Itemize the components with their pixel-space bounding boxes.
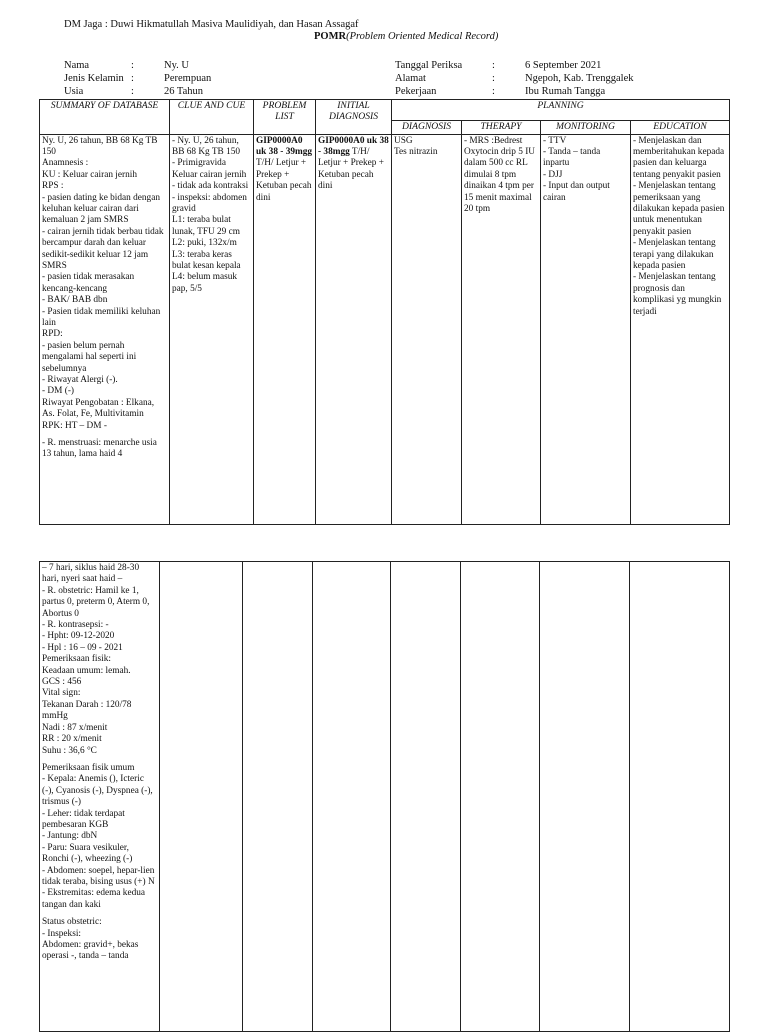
nama-value: Ny. U — [164, 60, 189, 71]
clue-cell-page2 — [160, 562, 243, 1032]
summary-line: – 7 hari, siklus haid 28-30 hari, nyeri saat haid – — [42, 563, 140, 585]
clue-line: - inspeksi: abdomen gravid — [172, 192, 247, 214]
tgl-label: Tanggal Periksa — [395, 60, 463, 71]
summary-line: RPK: HT – DM - — [42, 420, 107, 431]
summary-line: - Pasien tidak memiliki keluhan lain — [42, 306, 161, 328]
monitoring-line: - Input dan output cairan — [543, 181, 610, 203]
initial-text: T/H/ Letjur + Prekep + Ketuban pecah dini — [318, 146, 384, 192]
problem-cell-page2 — [243, 562, 313, 1032]
header-clue: CLUE AND CUE — [170, 100, 254, 135]
education-line: - Menjelaskan dan memberitahukan kepada pasien dan keluarga tentang penyakit pasien — [633, 135, 725, 180]
alamat-value: Ngepoh, Kab. Trenggalek — [525, 73, 634, 84]
summary-line: - Paru: Suara vesikuler, Ronchi (-), wheezing (-) — [42, 842, 133, 865]
summary-line: - cairan jernih tidak berbau tidak bercampur darah dan keluar sedikit-sedikit keluar 12 jam SMRS — [42, 226, 164, 271]
summary-line: - R. obstetric: Hamil ke 1, partus 0, preterm 0, Aterm 0, Abortus 0 — [42, 585, 150, 619]
title-italic: (Problem Oriented Medical Record) — [346, 31, 499, 42]
diagnosis-cell-page1 — [392, 134, 462, 524]
pekerjaan-colon: : — [492, 86, 495, 97]
usia-label: Usia — [64, 86, 84, 97]
summary-line: - R. kontrasepsi: - — [42, 620, 109, 631]
clue-line: - Ny. U, 26 tahun, BB 68 Kg TB 150 — [172, 135, 241, 157]
document-title — [314, 31, 498, 42]
summary-line: - R. menstruasi: menarche usia 13 tahun, lama haid 4 — [42, 438, 157, 460]
summary-line: - Jantung: dbN — [42, 831, 98, 842]
summary-line: - Hpl : 16 – 09 - 2021 — [42, 642, 123, 653]
problem-text: T/H/ Letjur + Prekep + Ketuban pecah dini — [256, 158, 312, 203]
header-initial: INITIAL DIAGNOSIS — [316, 100, 392, 135]
summary-line: Ny. U, 26 tahun, BB 68 Kg TB 150 — [42, 135, 158, 157]
summary-line: GCS : 456 — [42, 677, 82, 688]
clue-line: L1: teraba bulat lunak, TFU 29 cm — [172, 215, 241, 237]
nama-colon: : — [131, 60, 134, 71]
jk-value: Perempuan — [164, 73, 212, 84]
header-therapy: THERAPY — [462, 121, 541, 135]
header-problem: PROBLEM LIST — [254, 100, 316, 135]
summary-cell-page2 — [40, 562, 160, 1032]
header-summary: SUMMARY OF DATABASE — [40, 100, 170, 135]
jk-colon: : — [131, 73, 134, 84]
summary-line: Nadi : 87 x/menit — [42, 722, 108, 733]
summary-line: RR : 20 x/menit — [42, 734, 102, 745]
initial-bold: GIP0000A0 uk 38 - 38mgg — [318, 135, 389, 157]
summary-line: - Leher: tidak terdapat pembesaran KGB — [42, 808, 125, 830]
problem-cell-page1 — [254, 134, 316, 524]
diagnosis-line: USG — [394, 135, 413, 146]
summary-line: - Kepala: Anemis (), Icteric (-), Cyanosis (-), Dyspnea (-), trismus (-) — [42, 774, 153, 808]
monitoring-cell-page2 — [540, 562, 630, 1032]
clue-line: - Primigravida — [172, 158, 226, 169]
usia-colon: : — [131, 86, 134, 97]
pomr-table-page1 — [39, 99, 730, 525]
summary-line: - Ekstremitas: edema kedua tangan dan kaki — [42, 888, 146, 910]
tgl-colon: : — [492, 60, 495, 71]
summary-line: - DM (-) — [42, 386, 75, 397]
clue-cell-page1 — [170, 134, 254, 524]
jk-label: Jenis Kelamin — [64, 73, 124, 84]
header-planning: PLANNING — [392, 100, 730, 121]
summary-line: - pasien belum pernah mengalami hal seperti ini sebelumnya — [42, 340, 137, 374]
summary-line: Status obstetric: — [42, 917, 102, 928]
summary-line: Keadaan umum: lemah. — [42, 665, 131, 676]
clue-line: - tidak ada kontraksi — [172, 181, 249, 192]
clue-line: Keluar cairan jernih — [172, 169, 247, 180]
pomr-table-page2 — [39, 561, 730, 1032]
diagnosis-line: Tes nitrazin — [394, 146, 438, 157]
summary-line: - pasien tidak merasakan kencang-kencang — [42, 272, 135, 294]
pekerjaan-label: Pekerjaan — [395, 86, 437, 97]
header-monitoring: MONITORING — [541, 121, 631, 135]
summary-line: Suhu : 36,6 °C — [42, 745, 97, 756]
problem-bold: GIP0000A0 uk 38 - 39mgg — [256, 135, 313, 157]
clue-line: L2: puki, 132x/m — [172, 238, 237, 249]
clue-line: L4: belum masuk pap, 5/5 — [172, 272, 238, 294]
monitoring-cell-page1 — [541, 134, 631, 524]
summary-line: KU : Keluar cairan jernih — [42, 169, 137, 180]
summary-line: - Hpht: 09-12-2020 — [42, 631, 115, 642]
monitoring-line: - TTV — [543, 135, 567, 146]
summary-line: RPS : — [42, 181, 64, 192]
header-education: EDUCATION — [631, 121, 730, 135]
education-line: - Menjelaskan tentang terapi yang dilakukan kepada pasien — [633, 238, 716, 271]
education-line: - Menjelaskan tentang prognosis dan komplikasi yg mungkin terjadi — [633, 272, 722, 317]
summary-line: - pasien dating ke bidan dengan keluhan keluar cairan dari kemaluan 2 jam SMRS — [42, 192, 160, 226]
summary-line: - Abdomen: soepel, hepar-lien tidak teraba, bising usus (+) N — [42, 865, 155, 887]
summary-line: Riwayat Pengobatan : Elkana, As. Folat, Fe, Multivitamin — [42, 397, 155, 420]
education-cell-page2 — [630, 562, 730, 1032]
diagnosis-cell-page2 — [391, 562, 461, 1032]
therapy-line: - MRS :Bedrest Oxytocin drip 5 IU dalam 500 cc RL dimulai 8 tpm dinaikan 4 tpm per 15 menit maximal 20 tpm — [464, 135, 536, 214]
clue-line: L3: teraba keras bulat kesan kepala — [172, 249, 241, 271]
monitoring-line: - DJJ — [543, 169, 563, 180]
tgl-value: 6 September 2021 — [525, 60, 602, 71]
summary-line: RPD: — [42, 329, 63, 340]
initial-cell-page1 — [316, 134, 392, 524]
monitoring-line: - Tanda – tanda inpartu — [543, 146, 601, 169]
summary-line: Abdomen: gravid+, bekas operasi -, tanda – tanda — [42, 940, 139, 962]
initial-cell-page2 — [313, 562, 391, 1032]
alamat-colon: : — [492, 73, 495, 84]
summary-line: Vital sign: — [42, 688, 81, 699]
pekerjaan-value: Ibu Rumah Tangga — [525, 86, 606, 97]
dm-jaga-line: DM Jaga : Duwi Hikmatullah Masiva Maulidiyah, dan Hasan Assagaf — [64, 19, 359, 30]
alamat-label: Alamat — [395, 73, 426, 84]
summary-line: Anamnesis : — [42, 158, 89, 169]
therapy-cell-page1 — [462, 134, 541, 524]
summary-line: - Riwayat Alergi (-). — [42, 375, 118, 386]
summary-line: - BAK/ BAB dbn — [42, 295, 108, 306]
summary-line: Pemeriksaan fisik: — [42, 654, 111, 665]
education-cell-page1 — [631, 134, 730, 524]
therapy-cell-page2 — [461, 562, 540, 1032]
summary-line: Tekanan Darah : 120/78 mmHg — [42, 699, 132, 722]
usia-value: 26 Tahun — [164, 86, 204, 97]
summary-line: Pemeriksaan fisik umum — [42, 762, 135, 773]
header-diagnosis: DIAGNOSIS — [392, 121, 462, 135]
summary-line: - Inspeksi: — [42, 928, 81, 939]
summary-cell-page1 — [40, 134, 170, 524]
title-bold: POMR — [314, 31, 347, 42]
nama-label: Nama — [64, 60, 90, 71]
education-line: - Menjelaskan tentang pemeriksaan yang dilakukan kepada pasien untuk menentukan penyakit pasien — [633, 181, 725, 237]
